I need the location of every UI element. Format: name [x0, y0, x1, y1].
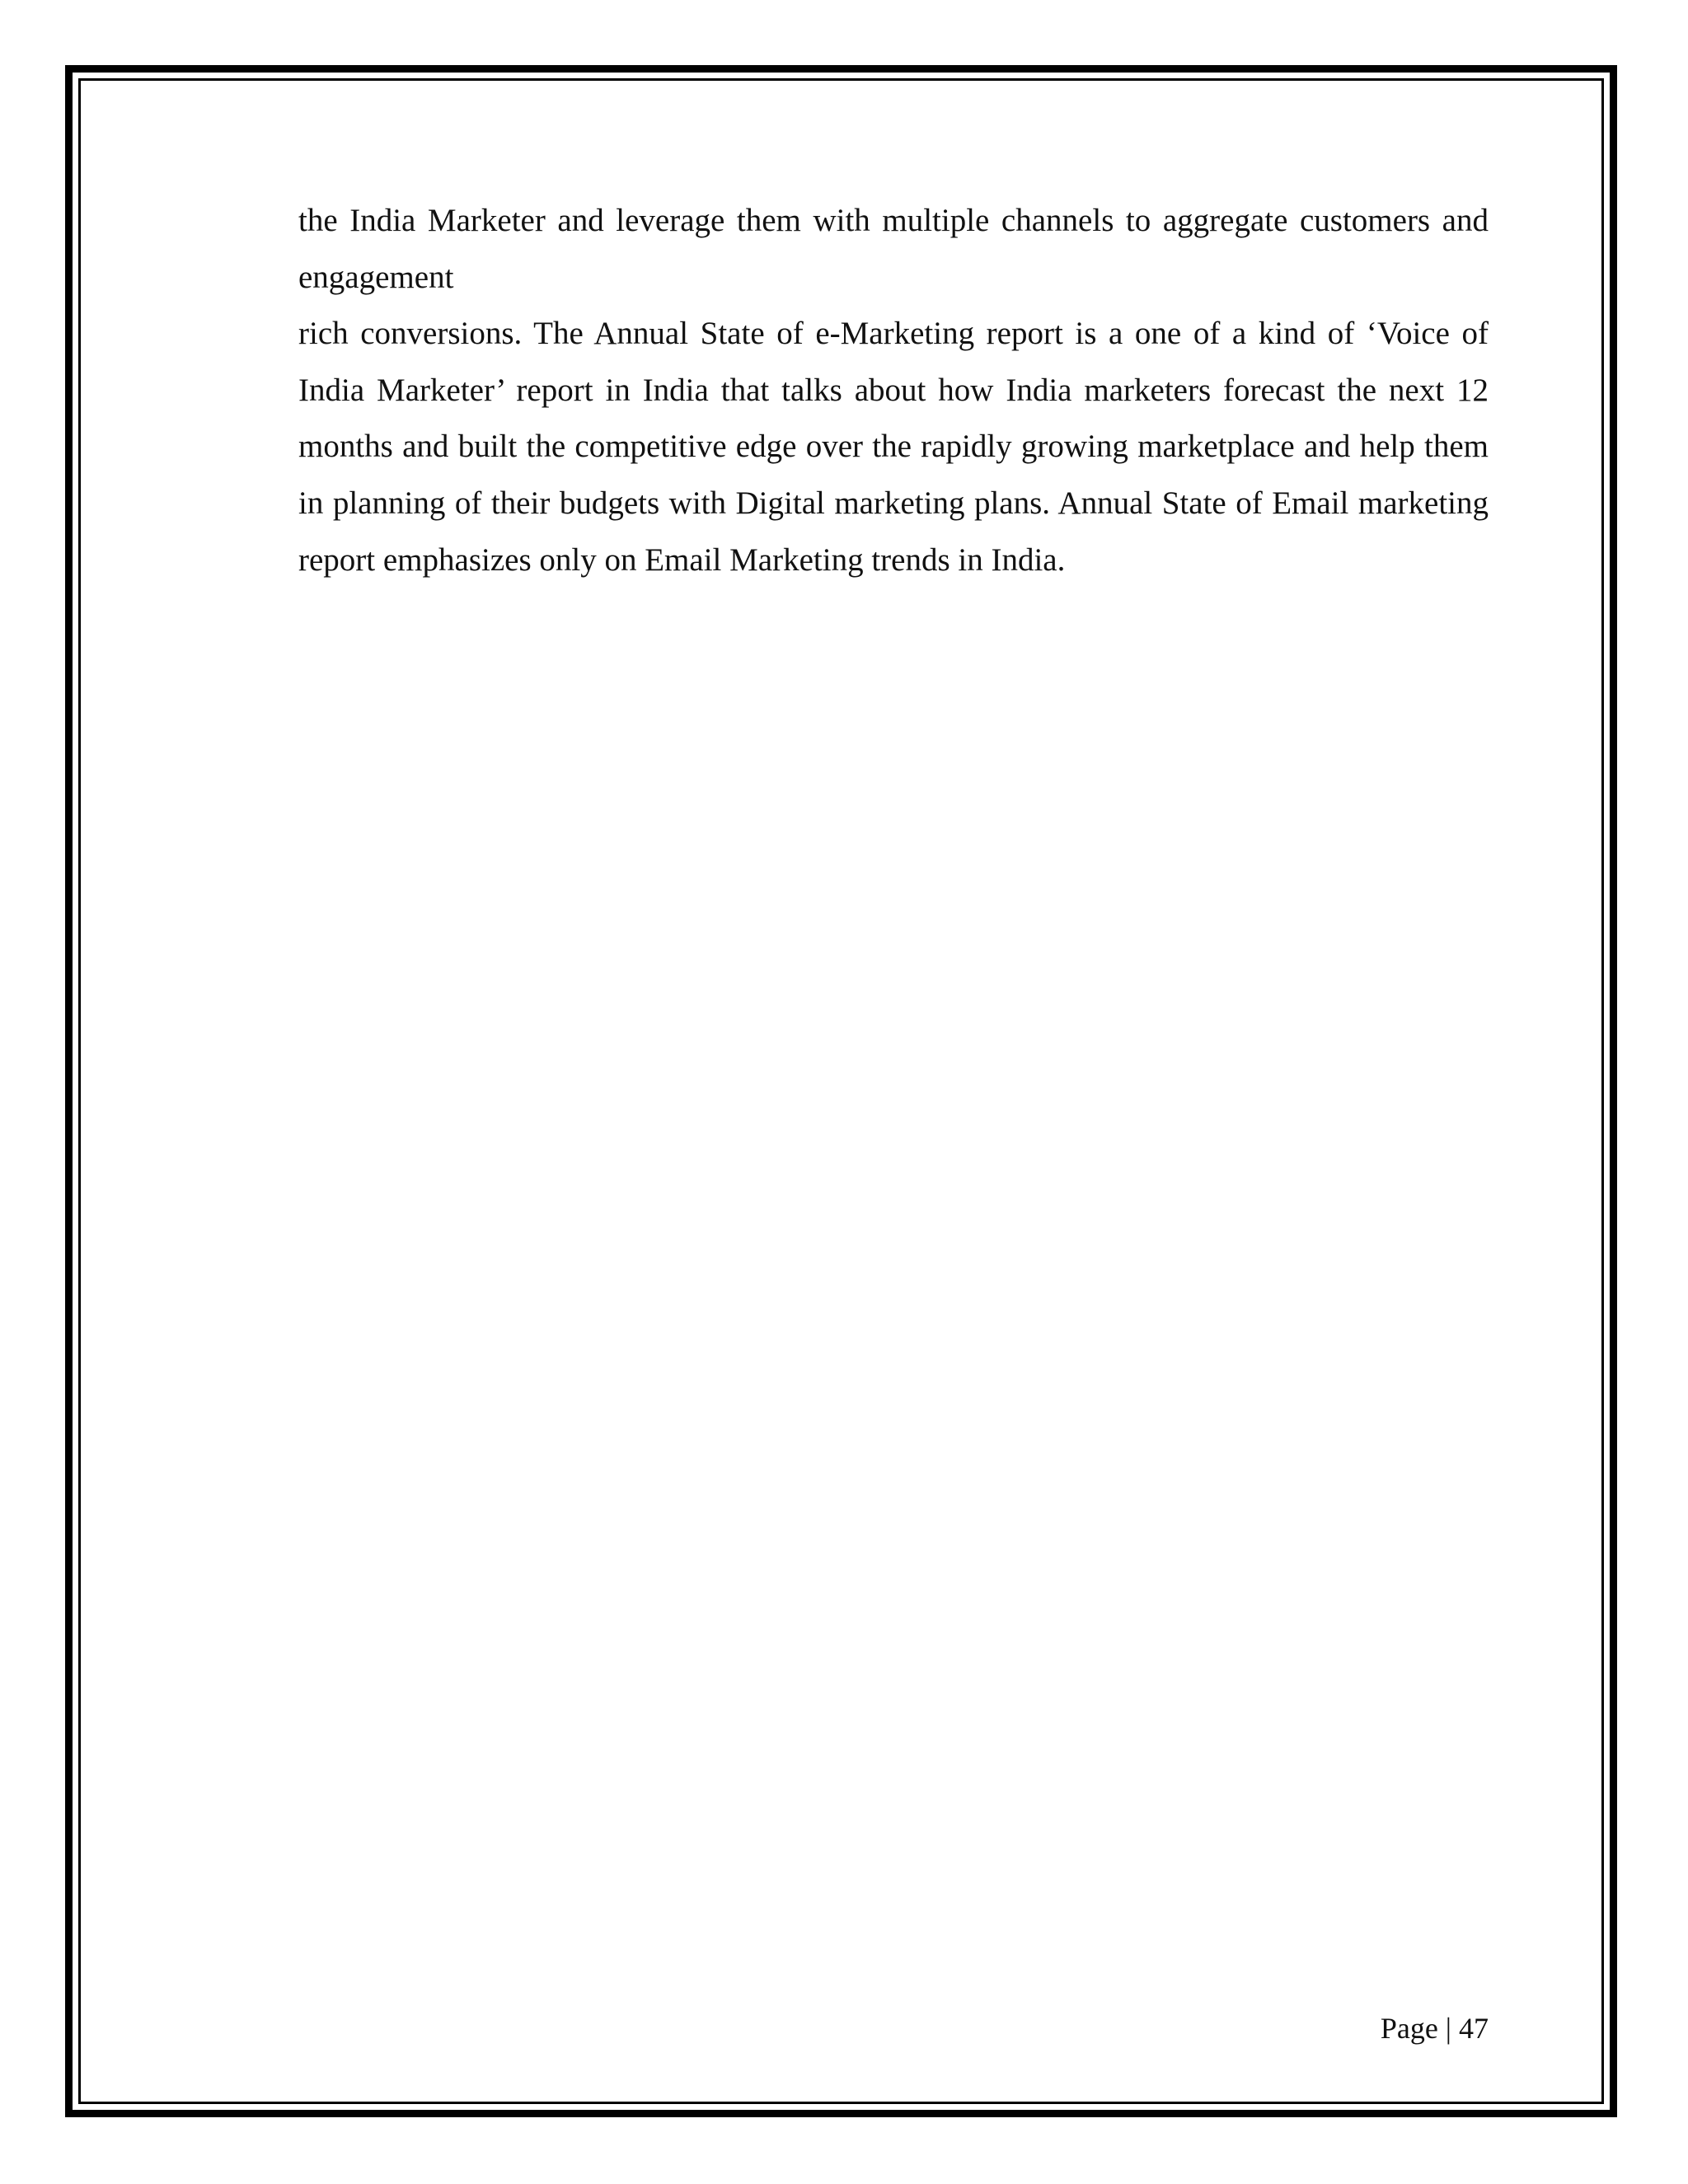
page-number: Page | 47 — [1380, 2012, 1489, 2045]
paragraph-line-2: engagement — [298, 259, 454, 295]
paragraph-3: rich conversions. The Annual State of e-Marketing report is a one of a kind of ‘Voice of India Marketer’ report in India that talks about how India marketers forecast the next 12 months and built the competitive edge over the rapidly growing marketplace and help them in planning of their budgets with Digital marketing plans. Annual State of Email marketing report emphasizes only on Email Marketing trends in India. — [298, 316, 1489, 578]
body-text — [298, 193, 1489, 588]
paragraph-line-1: the India Marketer and leverage them with multiple channels to aggregate customers and — [298, 203, 1489, 238]
